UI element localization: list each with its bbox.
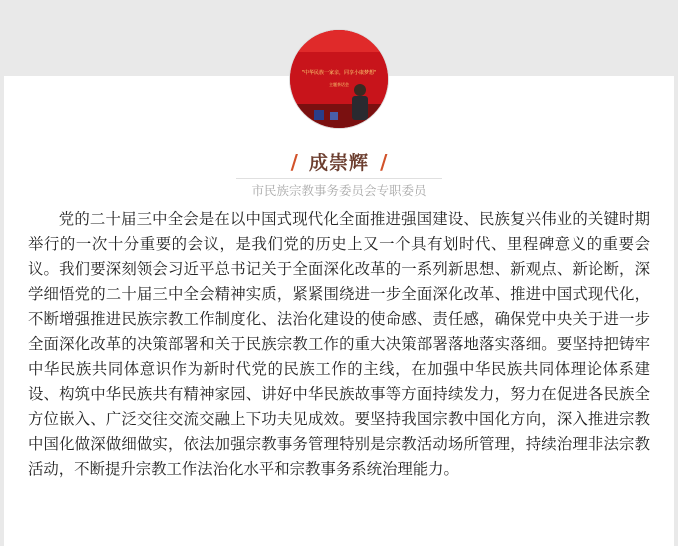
person-name: 成崇辉 [308,152,369,174]
slash-decoration-right: / [380,150,388,174]
person-title: 市民族宗教事务委员会专职委员 [251,183,427,198]
article-body: 党的二十届三中全会是在以中国式现代化全面推进强国建设、民族复兴伟业的关键时期举行的一次十分重要的会议，是我们党的历史上又一个具有划时代、里程碑意义的重要会议。我们要深刻领会习近平总书记关于全面深化改革的一系列新思想、新观点、新论断，深学细悟党的二十届三中全会精神实质，紧紧围绕进一步全面深化改革、推进中国式现代化，不断增强推进民族宗教工作制度化、法治化建设的使命感、责任感，确保党中央关于进一步全面深化改革的决策部署和关于民族宗教工作的重大决策部署落地落实落细。要坚持把铸牢中华民族共同体意识作为新时代党的民族工作的主线，在加强中华民族共同体理论体系建设、构筑中华民族共有精神家园、讲好中华民族故事等方面持续发力，努力在促进各民族全方位嵌入、广泛交往交流交融上下功夫见成效。要坚持我国宗教中国化方向，深入推进宗教中国化做深做细做实，依法加强宗教事务管理特别是宗教活动场所管理，持续治理非法宗教活动，不断提升宗教工作法治化水平和宗教事务系统治理能力。 [28,210,650,478]
photo-banner-text: "中华民族一家亲，同享小康梦想" [301,70,377,76]
title-divider [236,178,442,179]
photo-sub-text: 主题茶话会 [329,82,349,87]
avatar [290,30,388,128]
slash-decoration-left: / [290,150,298,174]
name-row [0,148,678,172]
avatar-photo [290,30,388,128]
